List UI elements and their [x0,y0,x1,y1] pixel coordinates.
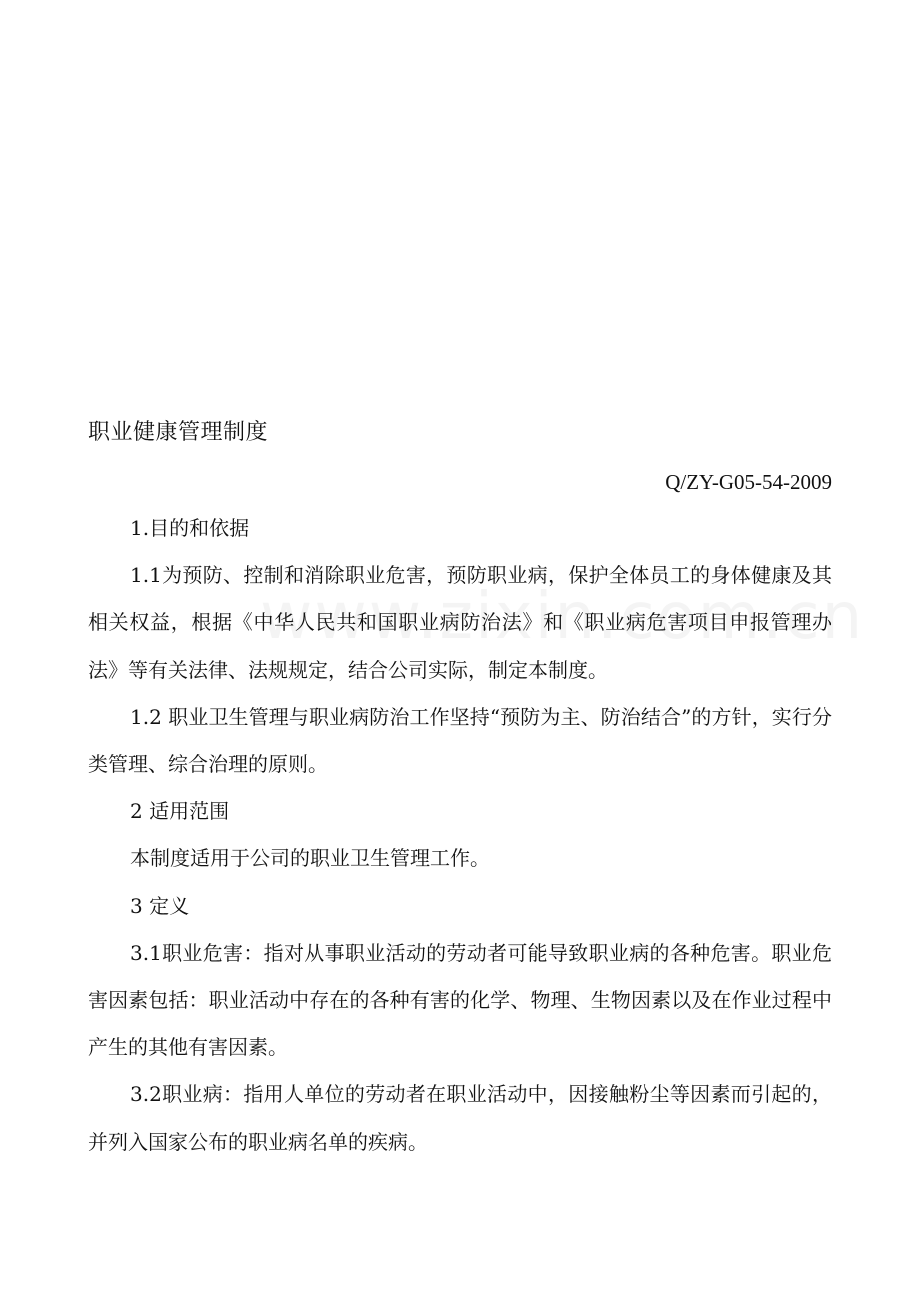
paragraph-1-1: 1.1为预防、控制和消除职业危害，预防职业病，保护全体员工的身体健康及其相关权益，根据《中华人民共和国职业病防治法》和《职业病危害项目申报管理办法》等有关法律、法规规定，结合公司实际，制定本制度。 [88,563,832,682]
paragraph-1-2: 1.2 职业卫生管理与职业病防治工作坚持“预防为主、防治结合”的方针，实行分类管理、综合治理的原则。 [88,704,832,777]
section-heading-2: 2 适用范围 [130,799,230,824]
document-body [88,505,832,1166]
paragraph-2: 本制度适用于公司的职业卫生管理工作。 [130,846,490,871]
document-code: Q/ZY-G05-54-2009 [665,470,832,494]
paragraph-3-2: 3.2职业病：指用人单位的劳动者在职业活动中，因接触粉尘等因素而引起的，并列入国家公布的职业病名单的疾病。 [88,1082,832,1154]
section-heading-3: 3 定义 [130,893,190,918]
section-heading-1: 1.目的和依据 [130,516,250,540]
paragraph-3-1: 3.1职业危害：指对从事职业活动的劳动者可能导致职业病的各种危害。职业危害因素包括：职业活动中存在的各种有害的化学、物理、生物因素以及在作业过程中产生的其他有害因素。 [88,940,832,1060]
document-title: 职业健康管理制度 [88,420,269,445]
